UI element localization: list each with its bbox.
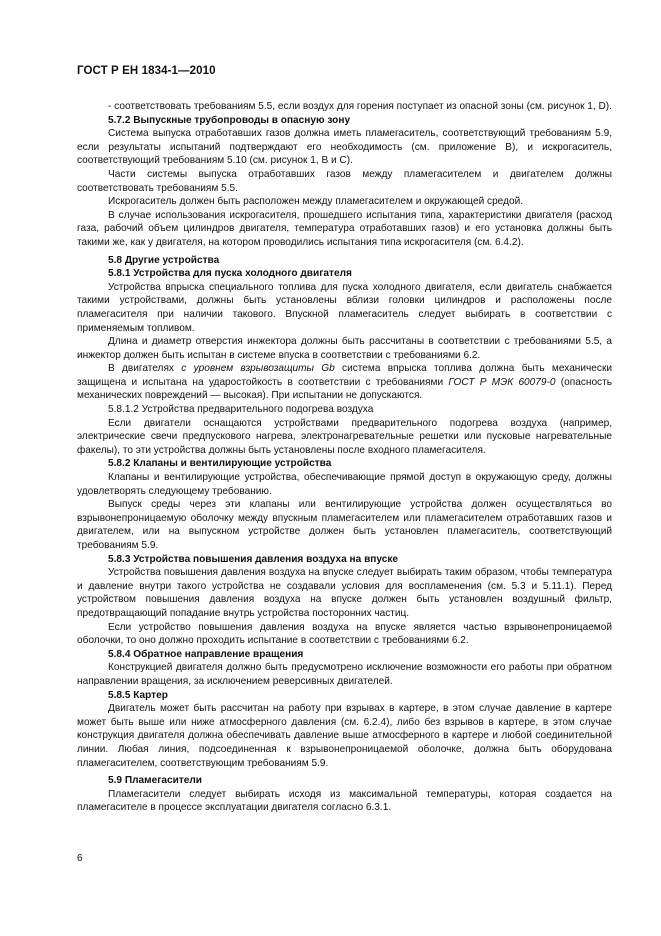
section-heading-5-8-2: 5.8.2 Клапаны и вентилирующие устройства xyxy=(108,458,332,470)
paragraph: В случае использования искрогасителя, прошедшего испытания типа, характеристики двигателя (расход газа, рабочий объем цилиндров двигателя, температура отработавших газов) и его установка должны быть такими же, как у двигателя, на котором проводились испытания типа искрогасителя (см. 6.4.2). xyxy=(77,209,612,248)
paragraph: Клапаны и вентилирующие устройства, обеспечивающие прямой доступ в окружающую среду, должны удовлетворять следующему требованию. xyxy=(77,472,612,497)
paragraph: Конструкцией двигателя должно быть предусмотрено исключение возможности его работы при обратном направлении вращения, за исключением реверсивных двигателей. xyxy=(77,662,612,687)
section-heading-5-8-1: 5.8.1 Устройства для пуска холодного двигателя xyxy=(108,268,352,280)
paragraph: Если устройство повышения давления воздуха на впуске является частью взрывонепроницаемой оболочки, то оно должно проходить испытание в соответствии с требованиями 6.2. xyxy=(77,621,612,647)
text-run: В двигателях xyxy=(108,363,182,375)
paragraph: Выпуск среды через эти клапаны или вентилирующие устройства должен осуществляться во взрывонепроницаемую оболочку между впускным пламегасителем или пламегасителем отработавших газов и двигателем, или на выпускном устройстве должен быть установлен пламегаситель, соответствующий требованиям 5.9. xyxy=(77,499,612,551)
section-heading-5-8-5: 5.8.5 Картер xyxy=(108,689,168,701)
section-heading-5-8-3: 5.8.3 Устройства повышения давления воздуха на впуске xyxy=(108,553,399,565)
paragraph: Длина и диаметр отверстия инжектора должны быть рассчитаны в соответствии с требованиями 5.5, а инжектор должен быть испытан в системе впуска в соответствии с требованиями 6.2. xyxy=(77,336,612,361)
text-run: (опасность механических повреждений — высокая). При испытании не допускаются. xyxy=(77,376,612,402)
section-heading-5-7-2: 5.7.2 Выпускные трубопроводы в опасную зону xyxy=(108,114,351,126)
document-body xyxy=(77,100,612,815)
subsection-heading-5-8-1-2: 5.8.1.2 Устройства предварительного подогрева воздуха xyxy=(108,404,374,416)
paragraph: Двигатель может быть рассчитан на работу при взрывах в картере, в этом случае давление в картере может быть выше или ниже атмосферного давления (см. 6.2.4), либо без взрывов в картере, в этом случае конструкция двигателя должна обеспечивать давление выше атмосферного в картере и любой соединительной линии. Любая линия, подсоединенная к взрывонепроницаемой оболочке, должна быть оборудована пламегасителем, соответствующим требованиям 5.9. xyxy=(77,703,612,769)
section-heading-5-8-4: 5.8.4 Обратное направление вращения xyxy=(108,648,304,660)
document-header: ГОСТ Р ЕН 1834-1—2010 xyxy=(77,65,216,77)
paragraph: Устройства впрыска специального топлива для пуска холодного двигателя, если двигатель снабжается такими устройствами, должны быть установлены вблизи головки цилиндров и расположены после пламегасителя при наличии такового. Впускной пламегаситель следует выбирать в соответствии с применяемым топливом. xyxy=(77,281,612,334)
text-run: система впрыска топлива должна быть механически защищена и испытана на ударостойкость в соответствии с требованиями xyxy=(77,363,612,388)
paragraph: Искрогаситель должен быть расположен между пламегасителем и окружающей средой. xyxy=(108,196,524,208)
paragraph xyxy=(77,362,612,403)
paragraph: Если двигатели оснащаются устройствами предварительного подогрева воздуха (например, электрические свечи предпускового нагрева, электронагревательные решетки или пусковые нагревательные факелы), то эти устройства должны быть установлены после входного пламегасителя. xyxy=(77,417,612,456)
paragraph: Устройства повышения давления воздуха на впуске следует выбирать таким образом, чтобы температура и давление внутри такого устройства не создавали условия для воспламенения (см. 5.3 и 5.11.1). Перед устройством повышения давления воздуха на впуске должен быть установлен воздушный фильтр, предотвращающий попадание внутрь устройства посторонних частиц. xyxy=(77,567,612,619)
paragraph: - соответствовать требованиям 5.5, если воздух для горения поступает из опасной зоны (см. рисунок 1, D). xyxy=(108,101,612,112)
text-run-italic: с уровнем взрывозащиты Gb xyxy=(181,363,335,375)
paragraph: Пламегасители следует выбирать исходя из максимальной температуры, которая создается на пламегасителе в процессе эксплуатации двигателя согласно 6.3.1. xyxy=(77,788,612,814)
paragraph: Части системы выпуска отработавших газов между пламегасителем и двигателем должны соответствовать требованиям 5.5. xyxy=(77,168,612,194)
paragraph: Система выпуска отработавших газов должна иметь пламегаситель, соответствующий требованиям 5.9, если результаты испытаний подтверждают его необходимость (см. приложение В), и искрогаситель, соответствующий требованиям 5.10 (см. рисунок 1, В и С). xyxy=(77,128,612,167)
section-heading-5-8: 5.8 Другие устройства xyxy=(108,254,220,266)
page-number: 6 xyxy=(77,853,83,864)
section-heading-5-9: 5.9 Пламегасители xyxy=(108,775,203,787)
text-run-italic: ГОСТ Р МЭК 60079-0 xyxy=(448,376,556,388)
